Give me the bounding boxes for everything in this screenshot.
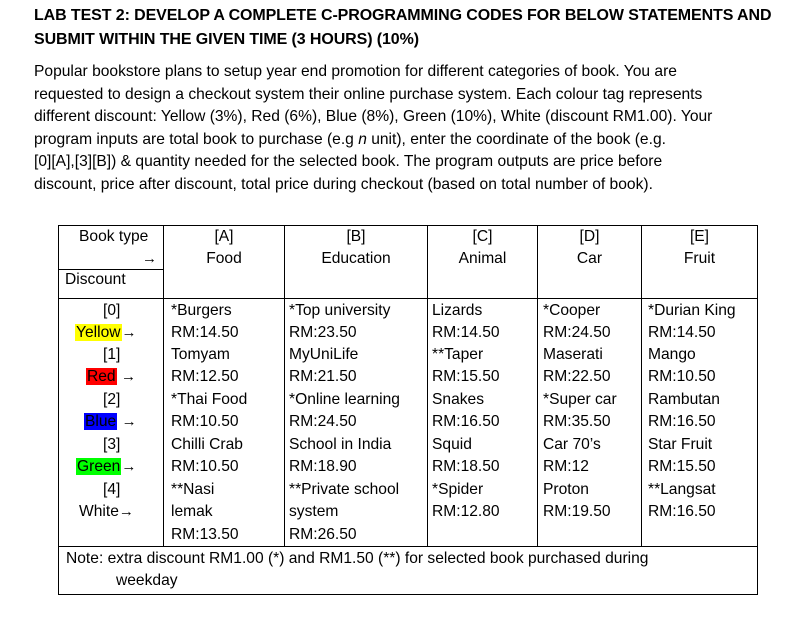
cell-3-a-price: RM:10.50 — [171, 458, 239, 475]
intro-line-3: different discount: Yellow (3%), Red (6%), Blue (8%), Green (10%), White (discount RM1.00). Your — [34, 108, 713, 126]
cell-1-b-price: RM:21.50 — [289, 368, 357, 385]
column-name-food: Food — [206, 250, 242, 267]
cell-3-d-price: RM:12 — [543, 458, 589, 475]
cell-4-d-price: RM:19.50 — [543, 503, 611, 520]
row-label-white — [79, 501, 134, 523]
table-note-divider — [58, 546, 758, 547]
cell-0-c-item: Lizards — [432, 302, 483, 319]
column-name-education: Education — [321, 250, 391, 267]
cell-3-d-item: Car 70’s — [543, 436, 601, 453]
intro-paragraph — [34, 61, 774, 197]
cell-3-b-price: RM:18.90 — [289, 458, 357, 475]
row-index-1: [1] — [103, 346, 121, 363]
cell-4-b-item-cont: system — [289, 503, 339, 520]
column-index-a: [A] — [214, 228, 234, 245]
right-arrow-icon: → — [121, 324, 137, 341]
column-name-car: Car — [576, 250, 603, 267]
cell-4-a-price: RM:13.50 — [171, 526, 239, 543]
cell-3-e-price: RM:15.50 — [648, 458, 716, 475]
blue-color-tag: Blue — [85, 413, 117, 430]
cell-2-d-item: *Super car — [543, 391, 617, 408]
cell-2-a-price: RM:10.50 — [171, 413, 239, 430]
book-price-table — [58, 225, 758, 595]
cell-2-e-item: Rambutan — [648, 391, 720, 408]
cell-1-c-price: RM:15.50 — [432, 368, 500, 385]
table-column-divider — [284, 225, 285, 546]
row-index-3: [3] — [103, 436, 121, 453]
green-color-tag: Green — [77, 458, 121, 475]
cell-1-a-item: Tomyam — [171, 346, 230, 363]
right-arrow-icon: → — [120, 368, 136, 385]
cell-4-a-item: **Nasi — [171, 481, 215, 498]
cell-3-a-item: Chilli Crab — [171, 436, 243, 453]
title-line-2: SUBMIT WITHIN THE GIVEN TIME (3 HOURS) (10%) — [34, 31, 419, 48]
row-index-4: [4] — [103, 481, 121, 498]
cell-4-e-item: **Langsat — [648, 481, 716, 498]
cell-4-b-price: RM:26.50 — [289, 526, 357, 543]
header-discount: Discount — [65, 271, 126, 288]
cell-0-d-price: RM:24.50 — [543, 324, 611, 341]
column-index-d: [D] — [579, 228, 600, 245]
column-index-c: [C] — [472, 228, 493, 245]
table-border-left — [58, 225, 59, 595]
table-note-line-1: Note: extra discount RM1.00 (*) and RM1.50 (**) for selected book purchased during — [66, 550, 649, 567]
cell-0-b-price: RM:23.50 — [289, 324, 357, 341]
intro-line-1: Popular bookstore plans to setup year end promotion for different categories of book. You are — [34, 63, 677, 80]
cell-0-c-price: RM:14.50 — [432, 324, 500, 341]
cell-3-b-item: School in India — [289, 436, 392, 453]
row-label-red — [86, 366, 136, 388]
intro-line-2: requested to design a checkout system their online purchase system. Each colour tag represents — [34, 85, 703, 103]
intro-line-4-end: unit), enter the coordinate of the book (e.g. — [366, 130, 666, 148]
cell-2-d-price: RM:35.50 — [543, 413, 611, 430]
white-color-tag: White — [79, 503, 119, 520]
cell-1-b-item: MyUniLife — [289, 346, 359, 363]
cell-0-d-item: *Cooper — [543, 302, 601, 319]
table-header-divider — [58, 298, 758, 299]
column-name-fruit: Fruit — [683, 250, 716, 267]
intro-line-4-start: program inputs are total book to purchase (e.g — [34, 130, 359, 148]
cell-4-b-item: **Private school — [289, 481, 400, 498]
intro-line-5: [0][A],[3][B]) & quantity needed for the selected book. The program outputs are price before — [34, 153, 663, 171]
title-line-1: LAB TEST 2: DEVELOP A COMPLETE C-PROGRAMMING CODES FOR BELOW STATEMENTS AND — [34, 7, 772, 24]
cell-1-e-item: Mango — [648, 346, 696, 363]
intro-line-6: discount, price after discount, total price during checkout (based on total number of book). — [34, 175, 653, 193]
column-index-e: [E] — [689, 228, 710, 245]
row-index-0: [0] — [103, 302, 121, 319]
cell-4-d-item: Proton — [543, 481, 589, 498]
cell-1-e-price: RM:10.50 — [648, 368, 716, 385]
intro-line-4 — [34, 129, 774, 152]
cell-1-c-item: **Taper — [432, 346, 484, 363]
cell-2-b-price: RM:24.50 — [289, 413, 357, 430]
cell-2-b-item: *Online learning — [289, 391, 400, 408]
table-column-divider — [163, 225, 164, 546]
cell-0-b-item: *Top university — [289, 302, 391, 319]
table-column-divider — [427, 225, 428, 546]
table-border-bottom — [58, 594, 758, 595]
row-index-2: [2] — [103, 391, 121, 408]
column-name-animal: Animal — [458, 250, 507, 267]
intro-variable-n: n — [358, 130, 367, 148]
cell-4-c-price: RM:12.80 — [432, 503, 500, 520]
column-index-b: [B] — [346, 228, 366, 245]
cell-4-c-item: *Spider — [432, 481, 484, 498]
cell-0-e-item: *Durian King — [648, 302, 736, 319]
cell-0-a-item: *Burgers — [171, 302, 232, 319]
table-note-line-2: weekday — [116, 572, 178, 589]
cell-3-c-item: Squid — [432, 436, 472, 453]
right-arrow-icon: → — [118, 503, 134, 520]
cell-2-c-item: Snakes — [432, 391, 485, 408]
table-column-divider — [537, 225, 538, 546]
yellow-color-tag: Yellow — [76, 324, 121, 341]
table-column-divider — [641, 225, 642, 546]
document-title — [34, 4, 794, 52]
table-border-right — [757, 225, 758, 595]
header-book-type: Book type — [79, 228, 149, 245]
cell-0-e-price: RM:14.50 — [648, 324, 716, 341]
cell-3-e-item: Star Fruit — [648, 436, 713, 453]
header-right-arrow-icon: → — [142, 250, 157, 267]
cell-2-c-price: RM:16.50 — [432, 413, 500, 430]
right-arrow-icon: → — [121, 458, 137, 475]
cell-0-a-price: RM:14.50 — [171, 324, 239, 341]
cell-1-d-item: Maserati — [543, 346, 603, 363]
cell-3-c-price: RM:18.50 — [432, 458, 500, 475]
row-label-yellow — [75, 322, 137, 344]
cell-1-a-price: RM:12.50 — [171, 368, 239, 385]
cell-2-a-item: *Thai Food — [171, 391, 248, 408]
row-label-green — [76, 456, 136, 478]
red-color-tag: Red — [87, 368, 116, 385]
cell-1-d-price: RM:22.50 — [543, 368, 611, 385]
cell-4-a-item-cont: lemak — [171, 503, 213, 520]
row-label-blue — [84, 411, 137, 433]
right-arrow-icon: → — [121, 413, 137, 430]
cell-4-e-price: RM:16.50 — [648, 503, 716, 520]
cell-2-e-price: RM:16.50 — [648, 413, 716, 430]
